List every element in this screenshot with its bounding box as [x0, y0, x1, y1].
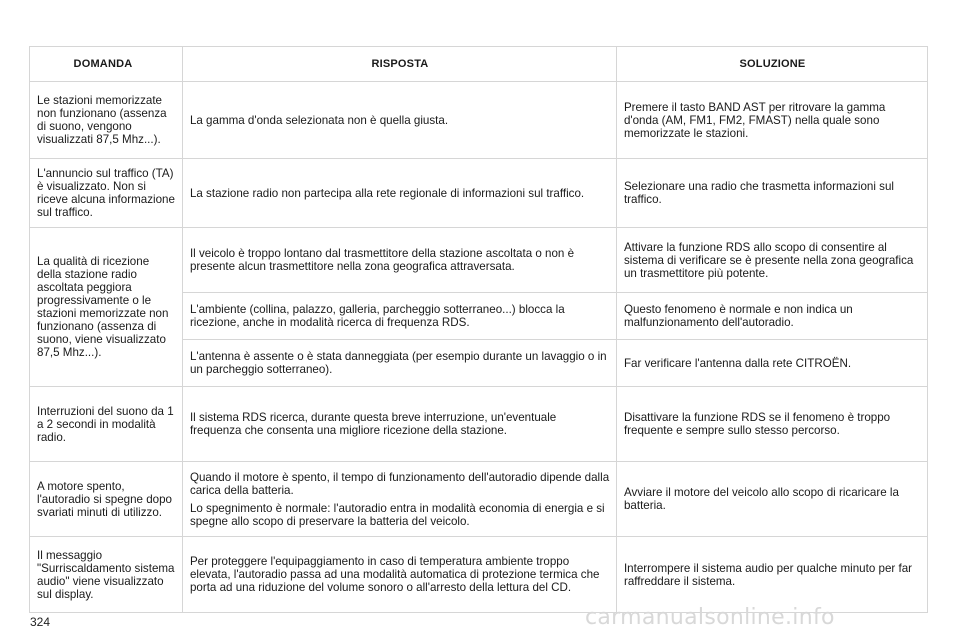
solution-cell: Questo fenomeno è normale e non indica un malfunzionamento dell'autoradio.: [616, 293, 927, 340]
table-row: [30, 462, 928, 537]
answer-paragraph: Il veicolo è troppo lontano dal trasmettitore della stazione ascoltata o non è presente alcun trasmettitore nella zona geografica attraversata.: [189, 247, 575, 273]
table-body: [30, 82, 928, 613]
table-row: [30, 387, 928, 462]
answer-paragraph: La stazione radio non partecipa alla rete regionale di informazioni sul traffico.: [189, 186, 585, 200]
answer-cell: [182, 228, 616, 293]
solution-cell: Premere il tasto BAND AST per ritrovare la gamma d'onda (AM, FM1, FM2, FMAST) nella quale sono memorizzate le stazioni.: [616, 82, 927, 159]
question-cell: Interruzioni del suono da 1 a 2 secondi in modalità radio.: [30, 387, 183, 462]
solution-cell: Disattivare la funzione RDS se il fenomeno è troppo frequente e sempre sullo stesso percorso.: [616, 387, 927, 462]
answer-cell: [182, 537, 616, 613]
solution-cell: Interrompere il sistema audio per qualche minuto per far raffreddare il sistema.: [616, 537, 927, 613]
page-number: 324: [30, 615, 51, 629]
table-row: [30, 159, 928, 228]
answer-paragraph: Il sistema RDS ricerca, durante questa breve interruzione, un'eventuale frequenza che consenta una migliore ricezione della stazione.: [189, 411, 557, 437]
answer-paragraph: Lo spegnimento è normale: l'autoradio entra in modalità economia di energia e si spegne allo scopo di preservare la batteria del veicolo.: [189, 501, 605, 528]
troubleshooting-table: [29, 46, 928, 613]
answer-paragraph: Quando il motore è spento, il tempo di funzionamento dell'autoradio dipende dalla carica della batteria.: [189, 470, 610, 497]
table-row: [30, 82, 928, 159]
answer-cell: [182, 462, 616, 537]
table-row: [30, 228, 928, 293]
table-row: [30, 537, 928, 613]
question-cell: Il messaggio "Surriscaldamento sistema audio" viene visualizzato sul display.: [30, 537, 183, 613]
question-cell: Le stazioni memorizzate non funzionano (assenza di suono, vengono visualizzati 87,5 Mhz...).: [30, 82, 183, 159]
question-cell: La qualità di ricezione della stazione radio ascoltata peggiora progressivamente o le stazioni memorizzate non funzionano (assenza di suono, viene visualizzato 87,5 Mhz...).: [30, 228, 183, 387]
answer-cell: [182, 293, 616, 340]
solution-cell: Selezionare una radio che trasmetta informazioni sul traffico.: [616, 159, 927, 228]
solution-cell: Avviare il motore del veicolo allo scopo di ricaricare la batteria.: [616, 462, 927, 537]
watermark: carmanualsonline.info: [585, 605, 835, 630]
question-cell: A motore spento, l'autoradio si spegne dopo svariati minuti di utilizzo.: [30, 462, 183, 537]
header-risposta: RISPOSTA: [182, 47, 616, 82]
answer-paragraph: Per proteggere l'equipaggiamento in caso di temperatura ambiente troppo elevata, l'autoradio passa ad una modalità automatica di protezione termica che porta ad una riduzione del volume sonoro o all'arresto della lettura del CD.: [189, 555, 600, 594]
question-cell: L'annuncio sul traffico (TA) è visualizzato. Non si riceve alcuna informazione sul traffico.: [30, 159, 183, 228]
answer-cell: [182, 387, 616, 462]
answer-paragraph: La gamma d'onda selezionata non è quella giusta.: [189, 113, 449, 127]
header-soluzione: SOLUZIONE: [616, 47, 927, 82]
solution-cell: Attivare la funzione RDS allo scopo di consentire al sistema di verificare se è presente nella zona geografica un trasmettitore più potente.: [616, 228, 927, 293]
answer-cell: [182, 340, 616, 387]
header-domanda: DOMANDA: [30, 47, 183, 82]
answer-cell: [182, 159, 616, 228]
answer-cell: [182, 82, 616, 159]
answer-paragraph: L'ambiente (collina, palazzo, galleria, parcheggio sotterraneo...) blocca la ricezione, anche in modalità ricerca di frequenza RDS.: [189, 303, 565, 329]
table-header-row: [30, 47, 928, 82]
solution-cell: Far verificare l'antenna dalla rete CITROËN.: [616, 340, 927, 387]
answer-paragraph: L'antenna è assente o è stata danneggiata (per esempio durante un lavaggio o in un parcheggio sotterraneo).: [189, 350, 607, 376]
